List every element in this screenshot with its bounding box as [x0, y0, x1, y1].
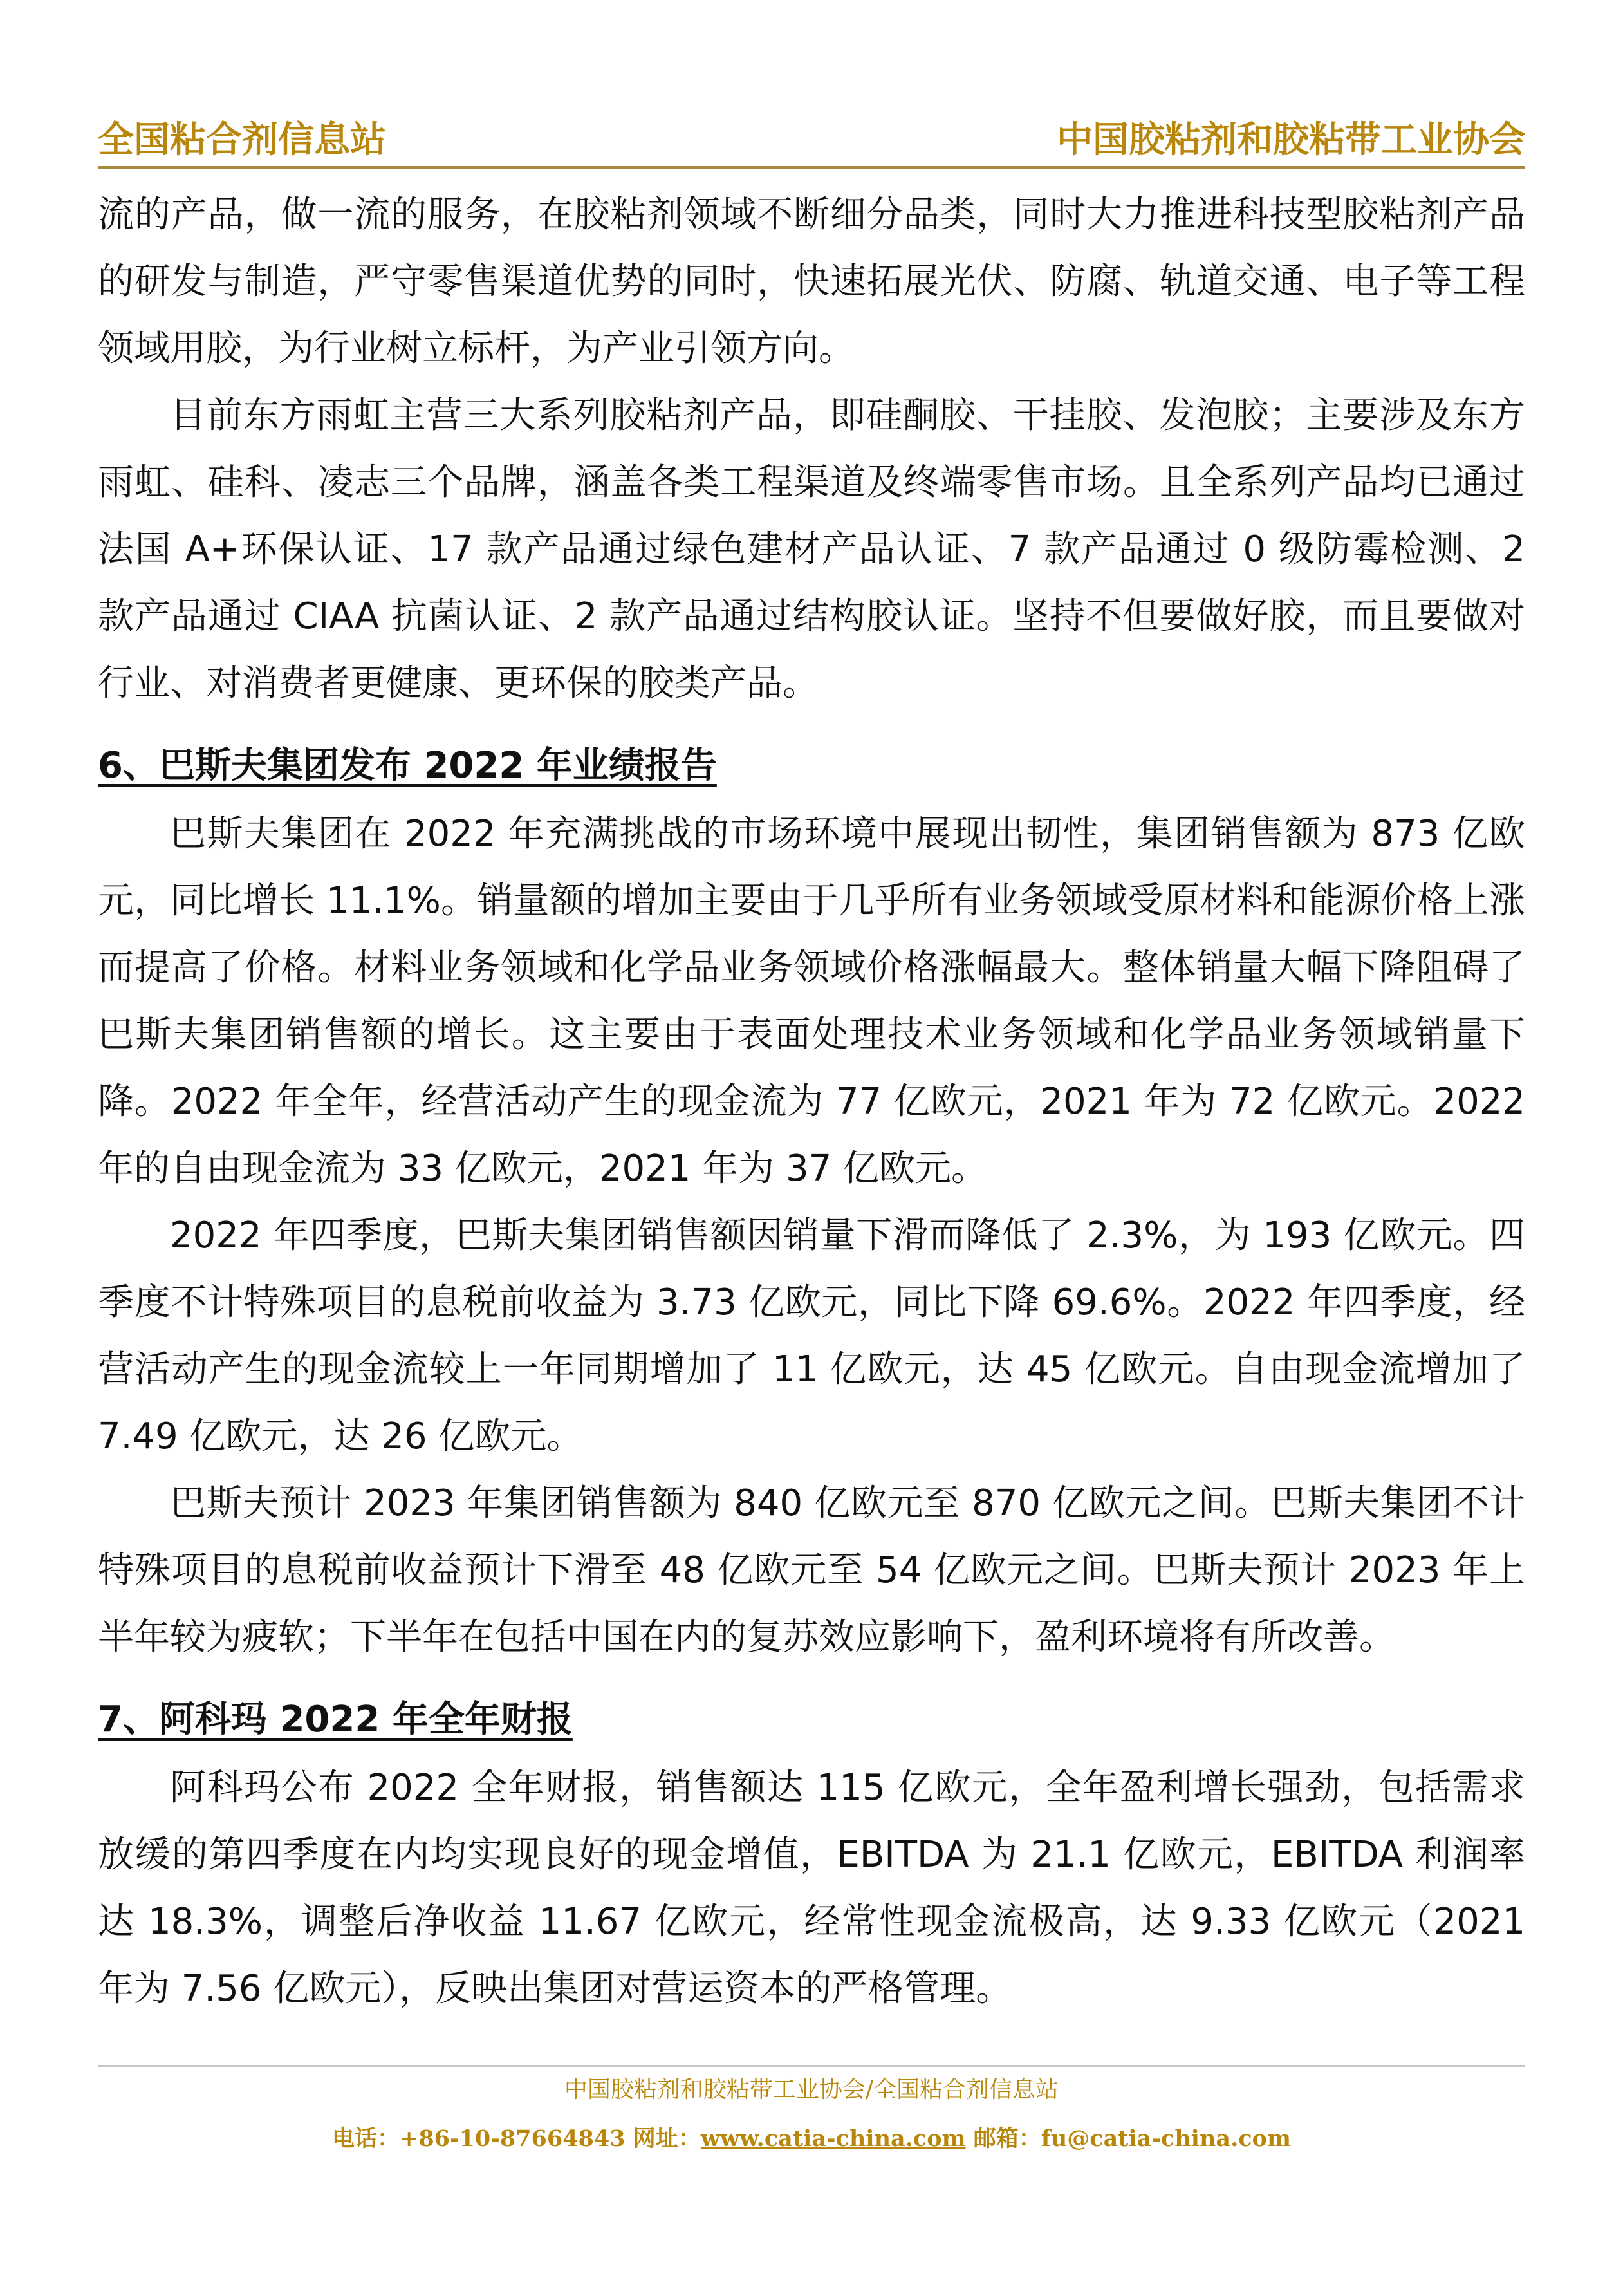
paragraph-arkema-annual: 阿科玛公布 2022 全年财报，销售额达 115 亿欧元，全年盈利增长强劲，包括需求放缓的第四季度在内均实现良好的现金增值，EBITDA 为 21.1 亿欧元，EBITDA 利润率达 18.3%，调整后净收益 11.67 亿欧元，经常性现金流极高，达 9.33 亿欧元（2021 年为 7.56 亿欧元），反映出集团对营运资本的严格管理。: [98, 1767, 1525, 2010]
footer-email[interactable]: fu@catia-china.com: [1041, 2125, 1291, 2152]
paragraph-basf-outlook: 巴斯夫预计 2023 年集团销售额为 840 亿欧元至 870 亿欧元之间。巴斯夫集团不计特殊项目的息税前收益预计下滑至 48 亿欧元至 54 亿欧元之间。巴斯夫预计 2023 年上半年较为疲软；下半年在包括中国在内的复苏效应影响下，盈利环境将有所改善。: [98, 1482, 1525, 1658]
paragraph-oriental-yuhong: 目前东方雨虹主营三大系列胶粘剂产品，即硅酮胶、干挂胶、发泡胶；主要涉及东方雨虹、硅科、凌志三个品牌，涵盖各类工程渠道及终端零售市场。且全系列产品均已通过法国 A+环保认证、17 款产品通过绿色建材产品认证、7 款产品通过 0 级防霉检测、2 款产品通过 CIAA 抗菌认证、2 款产品通过结构胶认证。坚持不但要做好胶，而且要做对行业、对消费者更健康、更环保的胶类产品。: [98, 395, 1525, 704]
section-title-basf-text: 6、巴斯夫集团发布 2022 年业绩报告: [98, 745, 717, 787]
footer-organization: 中国胶粘剂和胶粘带工业协会/全国粘合剂信息站: [564, 2077, 1059, 2103]
footer-divider: [98, 2065, 1525, 2067]
page-header: [98, 115, 1525, 169]
paragraph-basf-annual: 巴斯夫集团在 2022 年充满挑战的市场环境中展现出韧性，集团销售额为 873 亿欧元，同比增长 11.1%。销量额的增加主要由于几乎所有业务领域受原材料和能源价格上涨而提高了价格。材料业务领域和化学品业务领域价格涨幅最大。整体销量大幅下降阻碍了巴斯夫集团销售额的增长。这主要由于表面处理技术业务领域和化学品业务领域销量下降。2022 年全年，经营活动产生的现金流为 77 亿欧元，2021 年为 72 亿欧元。2022 年的自由现金流为 33 亿欧元，2021 年为 37 亿欧元。: [98, 813, 1525, 1190]
paragraph-continued: 流的产品，做一流的服务，在胶粘剂领域不断细分品类，同时大力推进科技型胶粘剂产品的研发与制造，严守零售渠道优势的同时，快速拓展光伏、防腐、轨道交通、电子等工程领域用胶，为行业树立标杆，为产业引领方向。: [98, 194, 1525, 369]
footer-email-label: 邮箱：: [965, 2125, 1041, 2152]
page-content: [98, 182, 1525, 2022]
footer-phone: 电话：+86-10-87664843 网址：: [332, 2125, 701, 2152]
header-site-name: 全国粘合剂信息站: [98, 119, 386, 161]
footer-website-link[interactable]: www.catia-china.com: [700, 2125, 966, 2152]
section-title-arkema: [98, 1685, 1525, 1755]
header-association-name: 中国胶粘剂和胶粘带工业协会: [1057, 119, 1525, 161]
section-title-basf: [98, 731, 1525, 801]
footer-contact: [0, 2123, 1623, 2155]
paragraph-basf-q4: 2022 年四季度，巴斯夫集团销售额因销量下滑而降低了 2.3%，为 193 亿欧元。四季度不计特殊项目的息税前收益为 3.73 亿欧元，同比下降 69.6%。2022 年四季度，经营活动产生的现金流较上一年同期增加了 11 亿欧元，达 45 亿欧元。自由现金流增加了 7.49 亿欧元，达 26 亿欧元。: [98, 1215, 1525, 1457]
section-title-arkema-text: 7、阿科玛 2022 年全年财报: [98, 1699, 573, 1741]
